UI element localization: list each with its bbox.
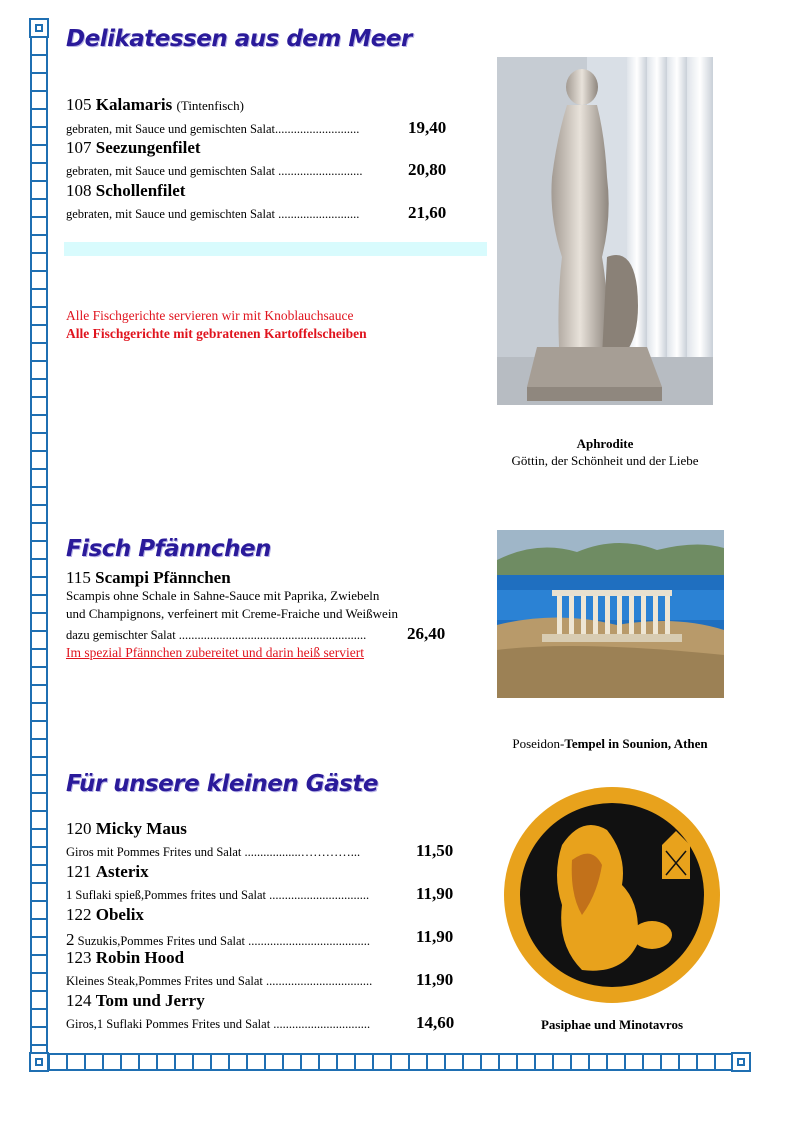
item-description-line: Scampis ohne Schale in Sahne-Sauce mit Paprika, Zwiebeln <box>66 588 380 603</box>
item-number: 123 <box>66 948 92 967</box>
border-corner-bottom-right <box>731 1052 751 1072</box>
item-price: 11,50 <box>416 841 454 860</box>
menu-item-title <box>66 568 231 588</box>
item-name: Kalamaris <box>95 95 173 114</box>
item-price: 11,90 <box>416 970 454 989</box>
border-corner-bottom-left <box>29 1052 49 1072</box>
item-description: 1 Suflaki spieß,Pommes frites und Salat ................................ <box>66 888 370 902</box>
fish-potato-note: Alle Fischgerichte mit gebratenen Kartoffelscheiben <box>66 326 367 341</box>
menu-item-title <box>66 138 201 158</box>
aphrodite-caption-subtitle: Göttin, der Schönheit und der Liebe <box>511 453 699 468</box>
item-name: Tom und Jerry <box>95 991 205 1010</box>
item-price: 11,90 <box>416 927 454 946</box>
item-price: 19,40 <box>408 118 447 137</box>
item-number: 107 <box>66 138 92 157</box>
menu-item-title <box>66 905 144 925</box>
section-heading-pfannchen: Fisch Pfännchen <box>66 536 271 562</box>
item-number: 115 <box>66 568 91 587</box>
item-description: Giros mit Pommes Frites und Salat ..................…………... <box>66 845 361 859</box>
item-description: gebraten, mit Sauce und gemischten Salat ........................... <box>66 164 363 178</box>
item-price: 21,60 <box>408 203 447 222</box>
menu-item-title <box>66 862 149 882</box>
greek-key-border-left <box>30 18 48 1058</box>
item-price: 14,60 <box>416 1013 455 1032</box>
poseidon-temple-photo <box>497 530 724 698</box>
section-heading-kinder: Für unsere kleinen Gäste <box>66 771 378 797</box>
item-note: (Tintenfisch) <box>176 98 244 113</box>
item-price: 26,40 <box>407 624 446 643</box>
pasiphae-caption: Pasiphae und Minotavros <box>540 1017 684 1032</box>
menu-item-title <box>66 991 205 1011</box>
item-number: 121 <box>66 862 92 881</box>
item-description: gebraten, mit Sauce und gemischten Salat .......................... <box>66 207 360 221</box>
item-number: 122 <box>66 905 92 924</box>
item-description: Kleines Steak,Pommes Frites und Salat .................................. <box>66 974 373 988</box>
menu-item-title <box>66 948 184 968</box>
menu-item-title <box>66 819 187 839</box>
border-corner-top <box>29 18 49 38</box>
item-description: dazu gemischter Salat ............................................................ <box>66 628 367 642</box>
item-name: Seezungenfilet <box>95 138 201 157</box>
highlight-bar <box>64 242 487 256</box>
menu-item-title <box>66 181 185 201</box>
item-description: gebraten, mit Sauce und gemischten Salat........................... <box>66 122 360 136</box>
section-heading-meer: Delikatessen aus dem Meer <box>66 26 412 52</box>
item-description-line: und Champignons, verfeinert mit Creme-Fraiche und Weißwein <box>66 606 398 621</box>
poseidon-caption: Poseidon-Tempel in Sounion, Athen <box>512 736 708 751</box>
item-name: Micky Maus <box>95 819 187 838</box>
pasiphae-vase-painting <box>502 785 722 1005</box>
item-number: 124 <box>66 991 92 1010</box>
aphrodite-caption-title: Aphrodite <box>576 436 634 451</box>
greek-key-border-bottom <box>30 1053 750 1071</box>
special-pan-note: Im spezial Pfännchen zubereitet und darin heiß serviert <box>66 645 365 660</box>
item-price: 20,80 <box>408 160 447 179</box>
fish-sauce-note: Alle Fischgerichte servieren wir mit Knoblauchsauce <box>66 308 354 323</box>
item-name: Asterix <box>95 862 149 881</box>
item-price: 11,90 <box>416 884 454 903</box>
item-name: Scampi Pfännchen <box>95 568 231 587</box>
item-description: Giros,1 Suflaki Pommes Frites und Salat ............................... <box>66 1017 371 1031</box>
item-number: 105 <box>66 95 92 114</box>
item-description: 2 Suzukis,Pommes Frites und Salat ....................................... <box>66 930 370 949</box>
item-number: 108 <box>66 181 92 200</box>
item-name: Obelix <box>95 905 144 924</box>
menu-item-title <box>66 95 244 115</box>
aphrodite-statue-photo <box>497 57 713 405</box>
item-number: 120 <box>66 819 92 838</box>
item-name: Schollenfilet <box>95 181 186 200</box>
item-name: Robin Hood <box>95 948 185 967</box>
